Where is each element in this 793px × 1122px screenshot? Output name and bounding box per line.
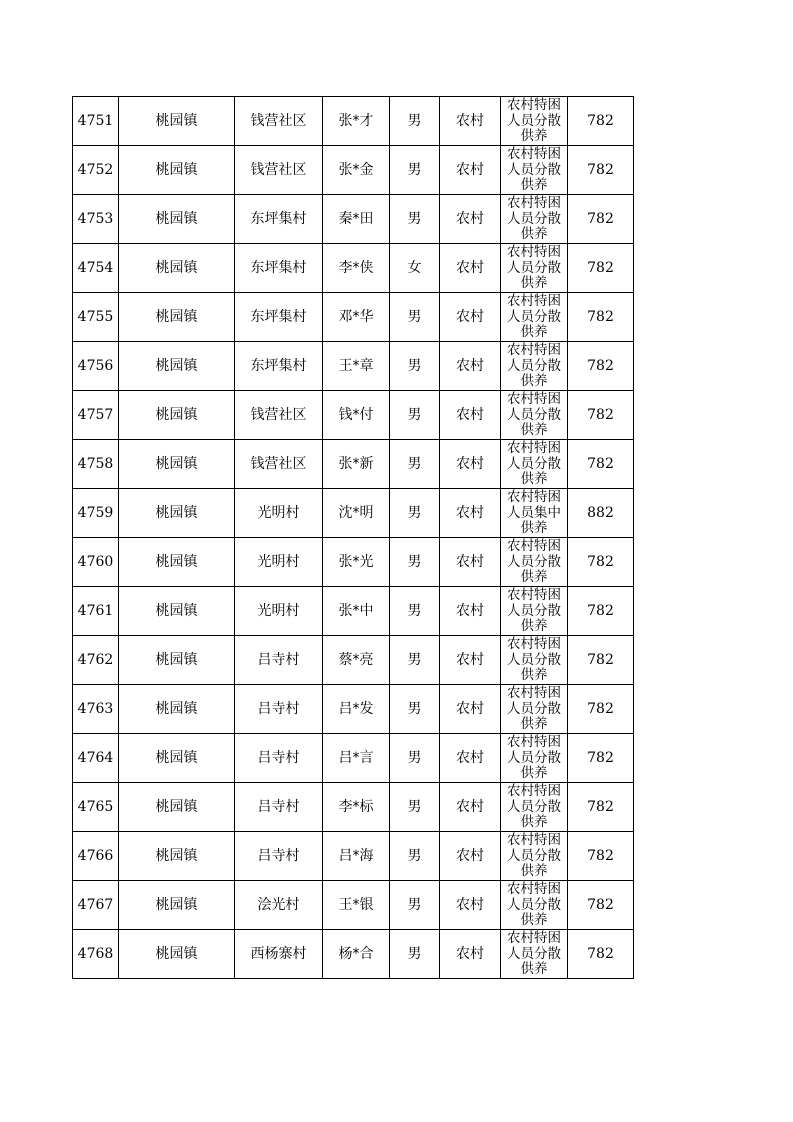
table-row (73, 391, 634, 440)
cell-name: 李*标 (323, 783, 390, 832)
cell-name: 杨*合 (323, 930, 390, 979)
cell-amount: 782 (568, 734, 634, 783)
cell-amount: 782 (568, 146, 634, 195)
cell-town: 桃园镇 (119, 489, 235, 538)
cell-gender: 男 (390, 391, 440, 440)
cell-id: 4762 (73, 636, 119, 685)
cell-amount: 782 (568, 587, 634, 636)
cell-type-text: 农村特困人员分散供养 (507, 391, 561, 438)
cell-village: 西杨寨村 (235, 930, 323, 979)
cell-id: 4768 (73, 930, 119, 979)
cell-type-text: 农村特困人员分散供养 (507, 783, 561, 830)
cell-id: 4754 (73, 244, 119, 293)
cell-type-text: 农村特困人员分散供养 (507, 293, 561, 340)
cell-id: 4764 (73, 734, 119, 783)
cell-amount: 782 (568, 636, 634, 685)
cell-name: 沈*明 (323, 489, 390, 538)
cell-town: 桃园镇 (119, 195, 235, 244)
cell-amount: 782 (568, 930, 634, 979)
cell-amount: 782 (568, 783, 634, 832)
cell-gender: 男 (390, 538, 440, 587)
cell-name: 张*金 (323, 146, 390, 195)
cell-town: 桃园镇 (119, 538, 235, 587)
cell-town: 桃园镇 (119, 685, 235, 734)
cell-area: 农村 (440, 783, 501, 832)
cell-village: 钱营社区 (235, 391, 323, 440)
table-row (73, 734, 634, 783)
cell-type (501, 342, 568, 391)
cell-town: 桃园镇 (119, 881, 235, 930)
cell-amount: 782 (568, 881, 634, 930)
cell-gender: 男 (390, 930, 440, 979)
cell-gender: 男 (390, 685, 440, 734)
cell-name: 张*中 (323, 587, 390, 636)
table-row (73, 832, 634, 881)
cell-type-text: 农村特困人员分散供养 (507, 587, 561, 634)
cell-town: 桃园镇 (119, 244, 235, 293)
cell-type (501, 293, 568, 342)
cell-town: 桃园镇 (119, 440, 235, 489)
cell-area: 农村 (440, 195, 501, 244)
cell-town: 桃园镇 (119, 587, 235, 636)
cell-type (501, 538, 568, 587)
cell-type (501, 489, 568, 538)
cell-name: 蔡*亮 (323, 636, 390, 685)
cell-gender: 男 (390, 146, 440, 195)
cell-gender: 男 (390, 195, 440, 244)
cell-village: 钱营社区 (235, 146, 323, 195)
cell-type (501, 146, 568, 195)
table-row (73, 195, 634, 244)
cell-area: 农村 (440, 244, 501, 293)
table-row (73, 342, 634, 391)
cell-town: 桃园镇 (119, 783, 235, 832)
cell-type (501, 832, 568, 881)
cell-area: 农村 (440, 489, 501, 538)
cell-gender: 男 (390, 881, 440, 930)
cell-amount: 782 (568, 244, 634, 293)
cell-id: 4751 (73, 97, 119, 146)
cell-type-text: 农村特困人员分散供养 (507, 930, 561, 977)
cell-id: 4757 (73, 391, 119, 440)
cell-gender: 男 (390, 293, 440, 342)
cell-name: 张*光 (323, 538, 390, 587)
cell-area: 农村 (440, 440, 501, 489)
cell-type (501, 391, 568, 440)
cell-town: 桃园镇 (119, 342, 235, 391)
table-row (73, 146, 634, 195)
cell-id: 4758 (73, 440, 119, 489)
cell-gender: 男 (390, 734, 440, 783)
table-row (73, 881, 634, 930)
cell-type (501, 195, 568, 244)
cell-area: 农村 (440, 538, 501, 587)
cell-type-text: 农村特困人员分散供养 (507, 440, 561, 487)
cell-town: 桃园镇 (119, 146, 235, 195)
cell-id: 4761 (73, 587, 119, 636)
cell-name: 吕*发 (323, 685, 390, 734)
cell-name: 钱*付 (323, 391, 390, 440)
cell-type (501, 97, 568, 146)
cell-gender: 男 (390, 342, 440, 391)
cell-gender: 男 (390, 587, 440, 636)
cell-area: 农村 (440, 97, 501, 146)
cell-village: 吕寺村 (235, 832, 323, 881)
cell-village: 光明村 (235, 489, 323, 538)
cell-gender: 男 (390, 832, 440, 881)
cell-village: 光明村 (235, 538, 323, 587)
cell-type (501, 636, 568, 685)
cell-village: 东坪集村 (235, 195, 323, 244)
cell-id: 4763 (73, 685, 119, 734)
cell-type-text: 农村特困人员分散供养 (507, 146, 561, 193)
table-row (73, 538, 634, 587)
cell-town: 桃园镇 (119, 636, 235, 685)
cell-town: 桃园镇 (119, 832, 235, 881)
cell-village: 光明村 (235, 587, 323, 636)
table-row (73, 440, 634, 489)
cell-gender: 男 (390, 489, 440, 538)
cell-type (501, 587, 568, 636)
cell-town: 桃园镇 (119, 97, 235, 146)
table-body (73, 97, 634, 979)
cell-amount: 782 (568, 440, 634, 489)
cell-town: 桃园镇 (119, 391, 235, 440)
cell-id: 4759 (73, 489, 119, 538)
table-row (73, 636, 634, 685)
cell-amount: 782 (568, 685, 634, 734)
cell-id: 4766 (73, 832, 119, 881)
cell-gender: 男 (390, 783, 440, 832)
cell-amount: 782 (568, 832, 634, 881)
cell-area: 农村 (440, 146, 501, 195)
cell-village: 吕寺村 (235, 685, 323, 734)
cell-village: 浍光村 (235, 881, 323, 930)
cell-name: 王*银 (323, 881, 390, 930)
cell-type-text: 农村特困人员集中供养 (507, 489, 561, 536)
cell-type-text: 农村特困人员分散供养 (507, 636, 561, 683)
cell-amount: 782 (568, 538, 634, 587)
cell-type-text: 农村特困人员分散供养 (507, 342, 561, 389)
cell-id: 4752 (73, 146, 119, 195)
cell-name: 邓*华 (323, 293, 390, 342)
cell-gender: 男 (390, 440, 440, 489)
cell-type-text: 农村特困人员分散供养 (507, 244, 561, 291)
cell-area: 农村 (440, 881, 501, 930)
table-row (73, 587, 634, 636)
cell-name: 王*章 (323, 342, 390, 391)
cell-village: 钱营社区 (235, 97, 323, 146)
cell-amount: 782 (568, 342, 634, 391)
cell-area: 农村 (440, 391, 501, 440)
cell-village: 吕寺村 (235, 783, 323, 832)
cell-id: 4765 (73, 783, 119, 832)
cell-amount: 782 (568, 195, 634, 244)
cell-area: 农村 (440, 342, 501, 391)
cell-type-text: 农村特困人员分散供养 (507, 195, 561, 242)
cell-type (501, 783, 568, 832)
cell-village: 东坪集村 (235, 293, 323, 342)
cell-type (501, 685, 568, 734)
cell-name: 吕*言 (323, 734, 390, 783)
table-row (73, 783, 634, 832)
cell-id: 4760 (73, 538, 119, 587)
cell-type (501, 440, 568, 489)
cell-name: 张*才 (323, 97, 390, 146)
cell-type-text: 农村特困人员分散供养 (507, 734, 561, 781)
cell-area: 农村 (440, 832, 501, 881)
cell-id: 4753 (73, 195, 119, 244)
table-row (73, 97, 634, 146)
cell-area: 农村 (440, 636, 501, 685)
cell-amount: 882 (568, 489, 634, 538)
table-row (73, 244, 634, 293)
table-row (73, 293, 634, 342)
cell-type (501, 881, 568, 930)
cell-town: 桃园镇 (119, 293, 235, 342)
cell-id: 4767 (73, 881, 119, 930)
cell-type-text: 农村特困人员分散供养 (507, 685, 561, 732)
cell-type-text: 农村特困人员分散供养 (507, 97, 561, 144)
cell-area: 农村 (440, 293, 501, 342)
cell-id: 4755 (73, 293, 119, 342)
cell-gender: 男 (390, 636, 440, 685)
cell-area: 农村 (440, 930, 501, 979)
cell-village: 吕寺村 (235, 734, 323, 783)
cell-area: 农村 (440, 734, 501, 783)
cell-name: 秦*田 (323, 195, 390, 244)
cell-name: 李*侠 (323, 244, 390, 293)
cell-type-text: 农村特困人员分散供养 (507, 881, 561, 928)
cell-type (501, 930, 568, 979)
cell-gender: 女 (390, 244, 440, 293)
cell-village: 吕寺村 (235, 636, 323, 685)
cell-name: 吕*海 (323, 832, 390, 881)
data-table (72, 96, 634, 979)
cell-town: 桃园镇 (119, 734, 235, 783)
cell-type-text: 农村特困人员分散供养 (507, 832, 561, 879)
cell-village: 东坪集村 (235, 342, 323, 391)
cell-name: 张*新 (323, 440, 390, 489)
cell-village: 东坪集村 (235, 244, 323, 293)
cell-type (501, 244, 568, 293)
cell-gender: 男 (390, 97, 440, 146)
cell-village: 钱营社区 (235, 440, 323, 489)
cell-id: 4756 (73, 342, 119, 391)
cell-amount: 782 (568, 391, 634, 440)
cell-area: 农村 (440, 587, 501, 636)
cell-town: 桃园镇 (119, 930, 235, 979)
cell-type-text: 农村特困人员分散供养 (507, 538, 561, 585)
cell-amount: 782 (568, 97, 634, 146)
table-row (73, 489, 634, 538)
cell-area: 农村 (440, 685, 501, 734)
table-row (73, 930, 634, 979)
cell-type (501, 734, 568, 783)
cell-amount: 782 (568, 293, 634, 342)
table-row (73, 685, 634, 734)
